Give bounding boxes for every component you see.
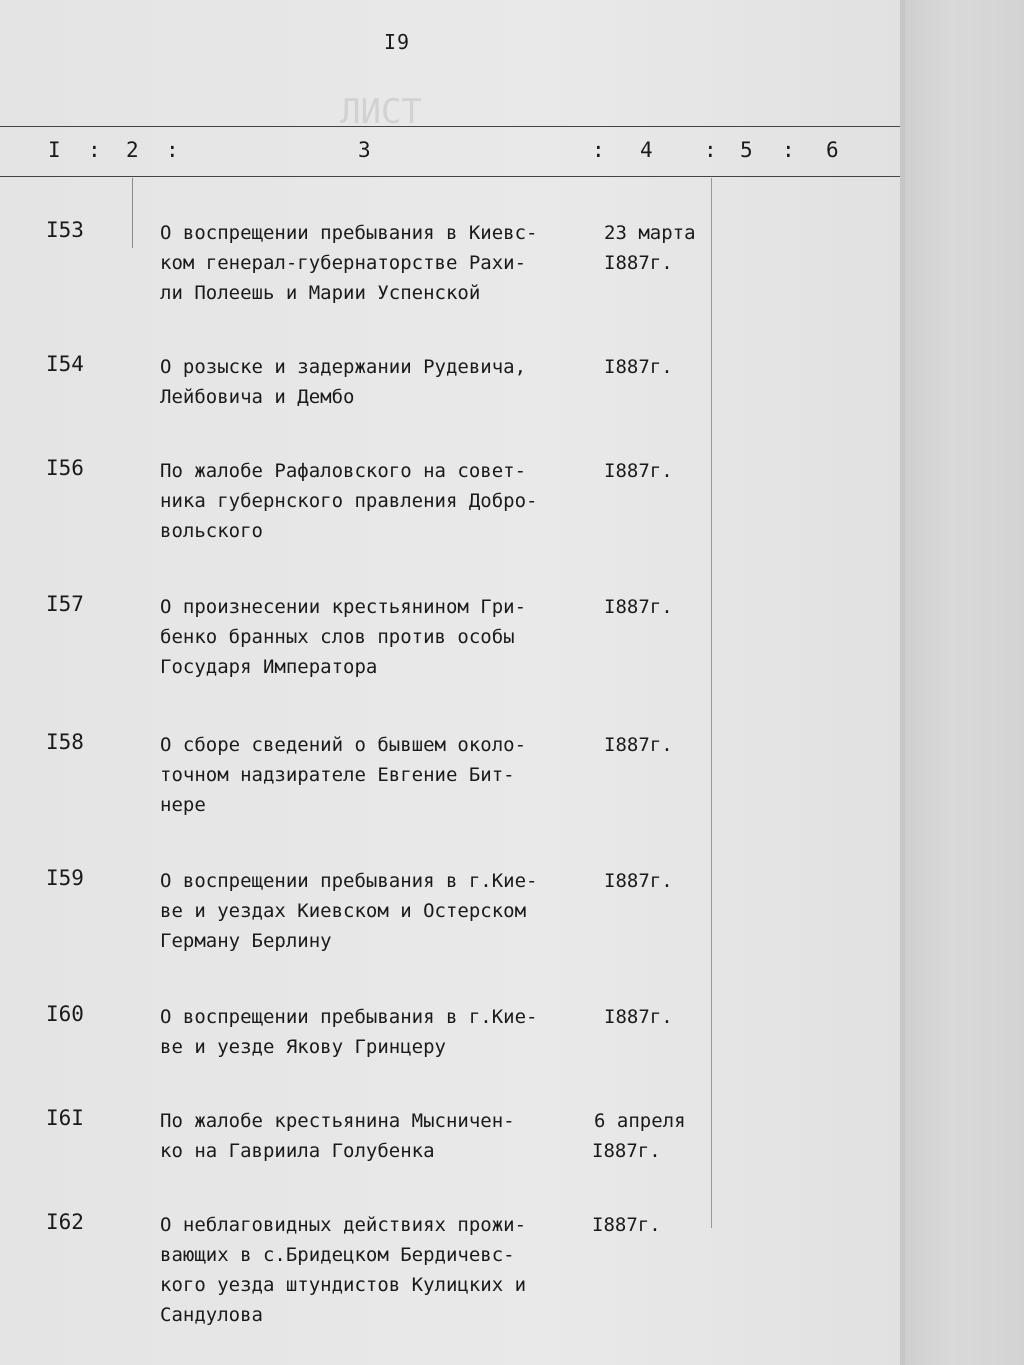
- bleed-through-text: ЛИСТ: [340, 92, 422, 132]
- row-date: 23 марта I887г.: [604, 222, 696, 274]
- row-title: О воспрещении пребывания в г.Кие- ве и уездах Киевском и Остерском Герману Берлину: [160, 870, 538, 952]
- header-rule-bottom: [0, 176, 900, 177]
- row-title: О произнесении крестьянином Гри- бенко бранных слов против особы Государя Императора: [160, 596, 527, 678]
- column-header: I: [48, 138, 62, 162]
- column-header: 2: [126, 138, 140, 162]
- row-number: I53: [46, 218, 84, 242]
- row-title: О розыске и задержании Рудевича, Лейбовича и Дембо: [160, 356, 527, 408]
- row-date: I887г.: [604, 734, 673, 756]
- row-number: I57: [46, 592, 84, 616]
- row-date: I887г.: [604, 596, 673, 618]
- row-title: По жалобе Рафаловского на совет- ника губернского правления Добро- вольского: [160, 460, 538, 542]
- column-header: 3: [358, 138, 372, 162]
- row-number: I56: [46, 456, 84, 480]
- column-header: 4: [640, 138, 654, 162]
- row-date: I887г.: [592, 1214, 661, 1236]
- row-number: I60: [46, 1002, 84, 1026]
- column-separator: :: [704, 138, 718, 162]
- column-divider: [132, 178, 133, 248]
- row-date: I887г.: [604, 870, 673, 892]
- row-number: I58: [46, 730, 84, 754]
- column-divider: [711, 178, 712, 1228]
- header-rule-top: [0, 126, 900, 127]
- row-title: О неблаговидных действиях прожи- вающих в с.Бридецком Бердичевс- кого уезда штундистов Кулицких и Сандулова: [160, 1214, 527, 1326]
- row-number: I54: [46, 352, 84, 376]
- row-number: I6I: [46, 1106, 84, 1130]
- row-title: О воспрещении пребывания в г.Кие- ве и уезде Якову Гринцеру: [160, 1006, 538, 1058]
- row-number: I62: [46, 1210, 84, 1234]
- row-date: I887г.: [604, 1006, 673, 1028]
- column-separator: :: [592, 138, 606, 162]
- row-title: По жалобе крестьянина Мысничен- ко на Гавриила Голубенка: [160, 1110, 515, 1162]
- column-headers: [0, 130, 900, 174]
- row-date: 6 апреля I887г.: [592, 1110, 686, 1162]
- row-number: I59: [46, 866, 84, 890]
- row-date: I887г.: [604, 460, 673, 482]
- page-number: I9: [384, 30, 411, 54]
- row-title: О сборе сведений о бывшем около- точном надзирателе Евгение Бит- нере: [160, 734, 527, 816]
- column-separator: :: [782, 138, 796, 162]
- column-separator: :: [166, 138, 180, 162]
- row-date: I887г.: [604, 356, 673, 378]
- column-separator: :: [88, 138, 102, 162]
- column-header: 6: [826, 138, 840, 162]
- row-title: О воспрещении пребывания в Киевс- ком генерал-губернаторстве Рахи- ли Полеешь и Марии Успенской: [160, 222, 538, 304]
- column-header: 5: [740, 138, 754, 162]
- next-page-strip: [905, 0, 1024, 1365]
